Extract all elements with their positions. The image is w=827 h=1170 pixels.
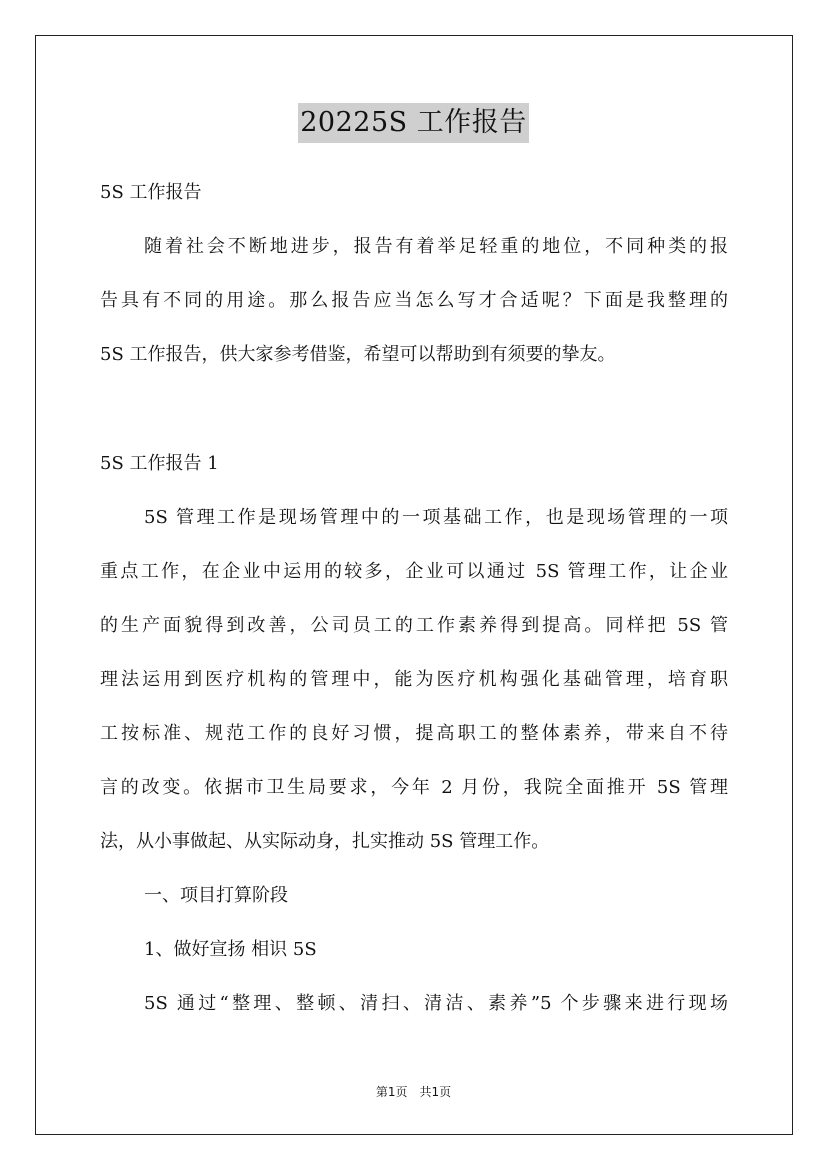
subsection-heading: 1、做好宣扬 相识 5S — [144, 939, 317, 960]
paragraph-line: 5S 管理工作是现场管理中的一项基础工作，也是现场管理的一项 — [144, 507, 728, 528]
section-heading: 5S 工作报告 1 — [100, 453, 219, 474]
paragraph-line: 理法运用到医疗机构的管理中，能为医疗机构强化基础管理，培育职 — [100, 669, 728, 690]
paragraph-line: 法，从小事做起、从实际动身，扎实推动 5S 管理工作。 — [100, 831, 550, 852]
paragraph-line: 告具有不同的用途。那么报告应当怎么写才合适呢？下面是我整理的 — [100, 290, 728, 311]
paragraph-line: 5S 工作报告，供大家参考借鉴，希望可以帮助到有须要的挚友。 — [100, 344, 616, 365]
paragraph-line: 5S 通过“整理、整顿、清扫、清洁、素养”5 个步骤来进行现场 — [144, 993, 728, 1014]
title-container — [0, 103, 827, 143]
section-heading: 5S 工作报告 — [100, 182, 202, 203]
paragraph-line: 言的改变。依据市卫生局要求，今年 2 月份，我院全面推开 5S 管理 — [100, 777, 728, 798]
subsection-heading: 一、项目打算阶段 — [144, 885, 288, 906]
document-title: 20225S 工作报告 — [298, 103, 528, 143]
paragraph-line: 的生产面貌得到改善，公司员工的工作素养得到提高。同样把 5S 管 — [100, 615, 728, 636]
page-footer: 第1页 共1页 — [375, 1085, 452, 1099]
paragraph-line: 随着社会不断地进步，报告有着举足轻重的地位，不同种类的报 — [144, 236, 728, 257]
paragraph-line: 工按标准、规范工作的良好习惯，提高职工的整体素养，带来自不待 — [100, 723, 728, 744]
paragraph-line: 重点工作，在企业中运用的较多，企业可以通过 5S 管理工作，让企业 — [100, 561, 728, 582]
